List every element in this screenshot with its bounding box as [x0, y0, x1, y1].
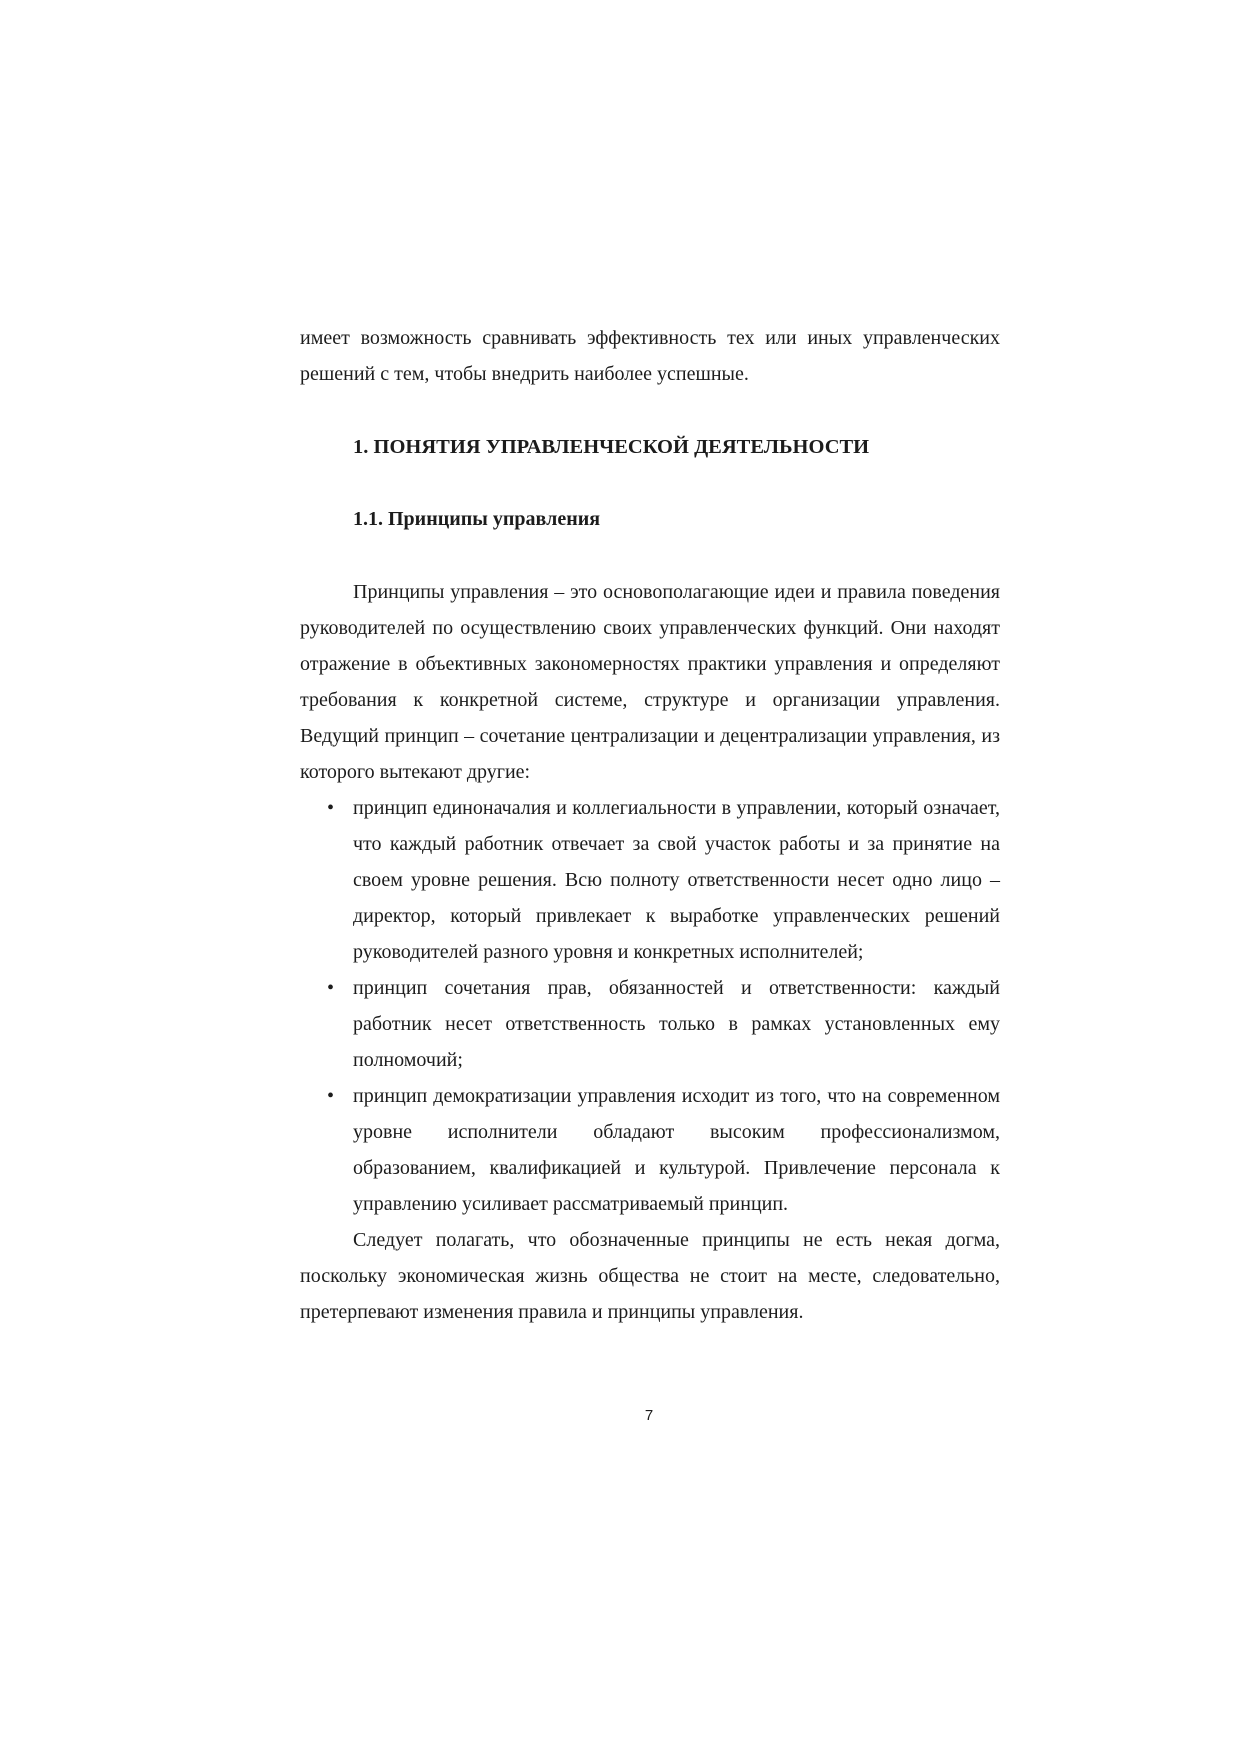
- section-title: 1.1. Принципы управления: [353, 508, 601, 530]
- paragraph-principles-definition: Принципы управления – это основополагающие идеи и правила поведения руководителей по осуществлению своих управленческих функций. Они находят отражение в объективных закономерностях практики управления и определяют требования к конкретной системе, структуре и организации управления. Ведущий принцип – сочетание централизации и децентрализации управления, из которого вытекают другие:: [300, 581, 1000, 783]
- bullet-icon: •: [327, 1085, 335, 1107]
- page-number: 7: [644, 1407, 654, 1424]
- principles-list: [300, 790, 1000, 1222]
- list-item: [300, 1078, 1000, 1222]
- bullet-icon: •: [327, 797, 335, 819]
- intro-text: имеет возможность сравнивать эффективность тех или иных управленческих решений с тем, чтобы внедрить наиболее успешные.: [300, 327, 1000, 385]
- list-item: [300, 970, 1000, 1078]
- intro-paragraph: [300, 320, 1000, 392]
- list-item: [300, 790, 1000, 970]
- bullet-icon: •: [327, 977, 335, 999]
- paragraph-conclusion: Следует полагать, что обозначенные принципы не есть некая догма, поскольку экономическая жизнь общества не стоит на месте, следовательно, претерпевают изменения правила и принципы управления.: [300, 1229, 1000, 1323]
- list-item-text: принцип демократизации управления исходит из того, что на современном уровне исполнители обладают высоким профессионализмом, образованием, квалификацией и культурой. Привлечение персонала к управлению усиливает рассматриваемый принцип.: [353, 1085, 1000, 1215]
- main-text: [300, 574, 1000, 1330]
- list-item-text: принцип единоначалия и коллегиальности в управлении, который означает, что каждый работник отвечает за свой участок работы и за принятие на своем уровне решения. Всю полноту ответственности несет одно лицо – директор, который привлекает к выработке управленческих решений руководителей разного уровня и конкретных исполнителей;: [353, 797, 1000, 963]
- list-item-text: принцип сочетания прав, обязанностей и ответственности: каждый работник несет ответственность только в рамках установленных ему полномочий;: [353, 977, 1000, 1071]
- chapter-title: 1. ПОНЯТИЯ УПРАВЛЕНЧЕСКОЙ ДЕЯТЕЛЬНОСТИ: [353, 436, 870, 458]
